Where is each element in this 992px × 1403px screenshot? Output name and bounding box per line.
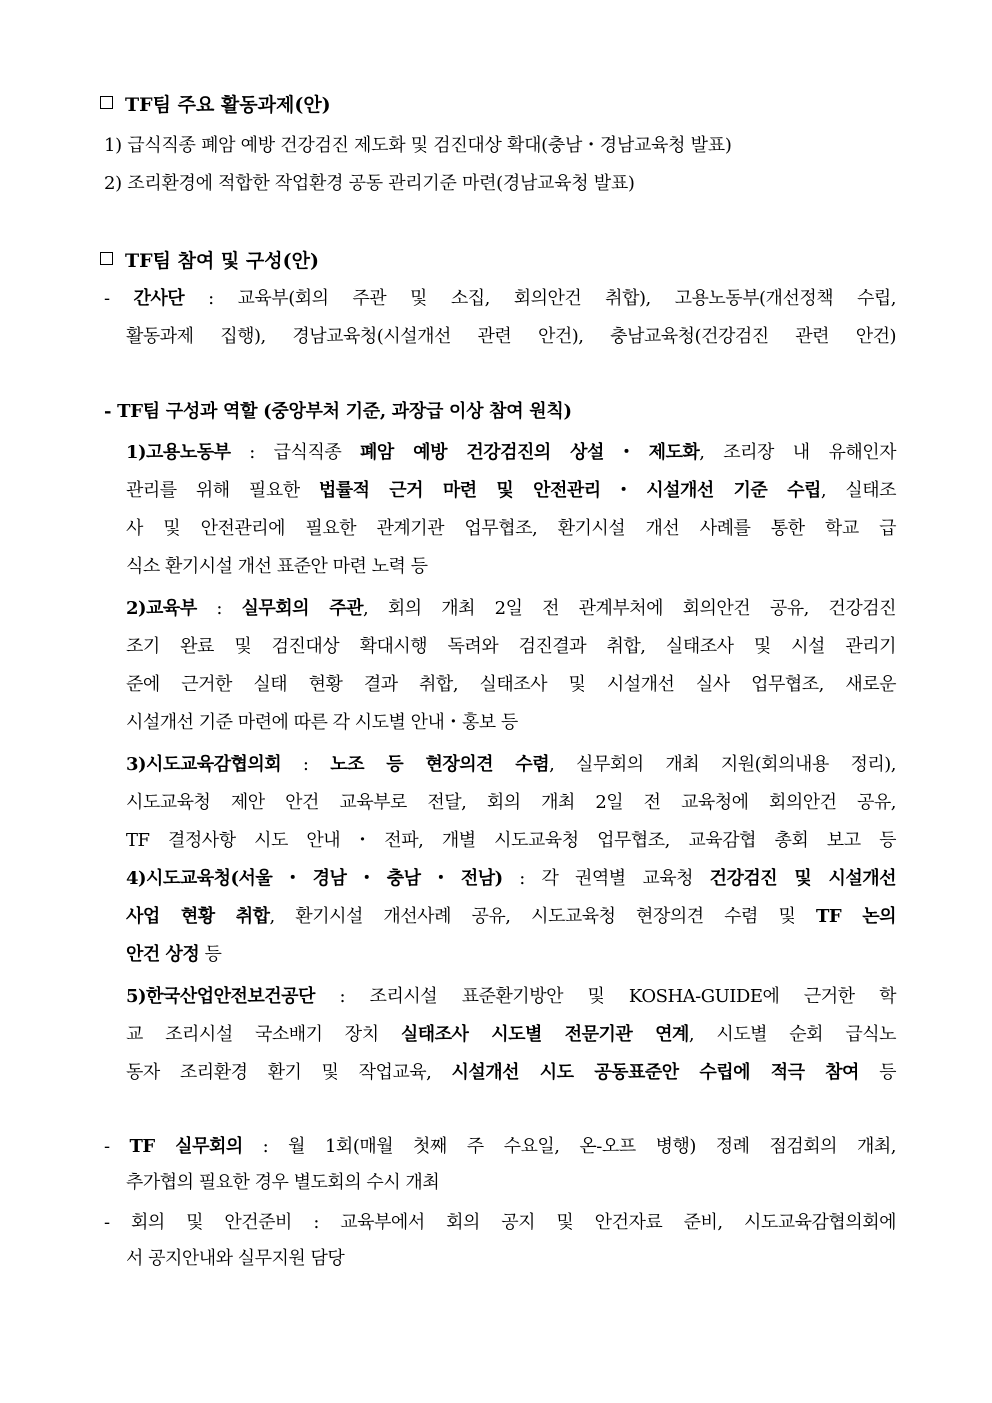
meeting-line-2: 추가협의 필요한 경우 별도회의 수시 개최 bbox=[126, 1172, 440, 1193]
prep-line-1: - 회의 및 안건준비 : 교육부에서 회의 공지 및 안건자료 준비, 시도교육감협의회에 bbox=[104, 1212, 896, 1233]
role-2-line-4: 시설개선 기준 마련에 따른 각 시도별 안내・홍보 등 bbox=[126, 712, 518, 733]
composition-heading: - TF팀 구성과 역할 (중앙부처 기준, 과장급 이상 참여 원칙) bbox=[104, 401, 572, 422]
role-3-line-2: 시도교육청 제안 안건 교육부로 전달, 회의 개최 2일 전 교육청에 회의안건 공유, bbox=[126, 792, 896, 813]
role-2-line-2: 조기 완료 및 검진대상 확대시행 독려와 검진결과 취합, 실태조사 및 시설 관리기 bbox=[126, 636, 896, 657]
role-3-line-3: TF 결정사항 시도 안내・전파, 개별 시도교육청 업무협조, 교육감협 총회 보고 등 bbox=[126, 830, 896, 851]
meeting-line-1: - TF 실무회의 : 월 1회(매월 첫째 주 수요일, 온-오프 병행) 정례 점검회의 개최, bbox=[104, 1136, 896, 1157]
role-3-line-1: 3)시도교육감협의회 : 노조 등 현장의견 수렴, 실무회의 개최 지원(회의내용 정리), bbox=[126, 754, 896, 775]
role-1-line-3: 사 및 안전관리에 필요한 관계기관 업무협조, 환기시설 개선 사례를 통한 학교 급 bbox=[126, 518, 896, 539]
activity-item-2: 2) 조리환경에 적합한 작업환경 공동 관리기준 마련(경남교육청 발표) bbox=[104, 173, 635, 194]
section-title-activities: TF팀 주요 활동과제(안) bbox=[100, 92, 331, 118]
role-1-line-2: 관리를 위해 필요한 법률적 근거 마련 및 안전관리・시설개선 기준 수립, 실태조 bbox=[126, 480, 897, 501]
checkbox-square-icon bbox=[100, 252, 113, 265]
prep-line-2: 서 공지안내와 실무지원 담당 bbox=[126, 1248, 345, 1269]
role-1-line-4: 식소 환기시설 개선 표준안 마련 노력 등 bbox=[126, 556, 428, 577]
checkbox-square-icon bbox=[100, 96, 113, 109]
secretariat-line-2: 활동과제 집행), 경남교육청(시설개선 관련 안건), 충남교육청(건강검진 관련 안건) bbox=[126, 326, 896, 347]
role-5-line-2: 교 조리시설 국소배기 장치 실태조사 시도별 전문기관 연계, 시도별 순회 급식노 bbox=[126, 1024, 896, 1045]
activity-item-1: 1) 급식직종 폐암 예방 건강검진 제도화 및 검진대상 확대(충남・경남교육청 발표) bbox=[104, 135, 732, 156]
role-2-line-3: 준에 근거한 실태 현황 결과 취합, 실태조사 및 시설개선 실사 업무협조, 새로운 bbox=[126, 674, 896, 695]
role-4-line-2: 사업 현황 취합, 환기시설 개선사례 공유, 시도교육청 현장의견 수렴 및 TF 논의 bbox=[126, 906, 896, 927]
role-1-line-1: 1)고용노동부 : 급식직종 폐암 예방 건강검진의 상설・제도화, 조리장 내 유해인자 bbox=[126, 442, 896, 463]
role-2-line-1: 2)교육부 : 실무회의 주관, 회의 개최 2일 전 관계부처에 회의안건 공유, 건강검진 bbox=[126, 598, 896, 619]
role-5-line-3: 동자 조리환경 환기 및 작업교육, 시설개선 시도 공동표준안 수립에 적극 참여 등 bbox=[126, 1062, 896, 1083]
role-5-line-1: 5)한국산업안전보건공단 : 조리시설 표준환기방안 및 KOSHA-GUIDE에 근거한 학 bbox=[126, 986, 896, 1007]
role-4-line-1: 4)시도교육청(서울・경남・충남・전남) : 각 권역별 교육청 건강검진 및 시설개선 bbox=[126, 868, 897, 889]
secretariat-line-1: - 간사단 : 교육부(회의 주관 및 소집, 회의안건 취합), 고용노동부(개선정책 수립, bbox=[104, 288, 896, 309]
section-title-composition: TF팀 참여 및 구성(안) bbox=[100, 248, 319, 274]
role-4-line-3: 안건 상정 등 bbox=[126, 944, 222, 965]
